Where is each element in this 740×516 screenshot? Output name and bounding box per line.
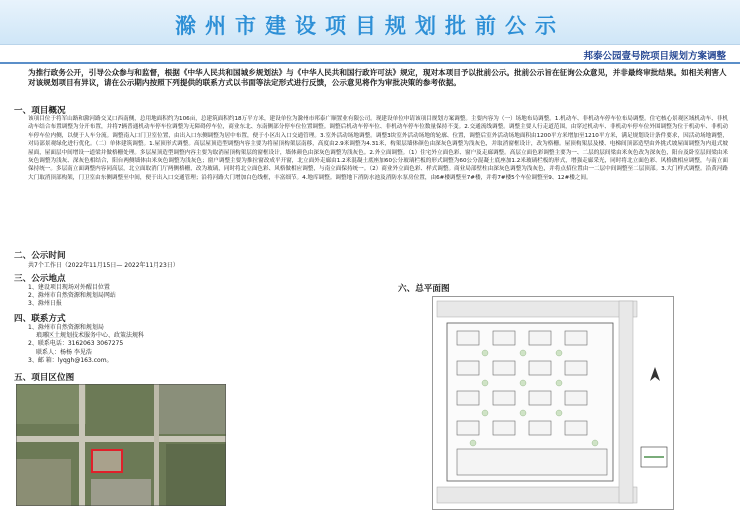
section-heading-location: 五、项目区位图: [14, 373, 75, 383]
title-banner: [0, 0, 740, 45]
project-subtitle: 邦泰公园壹号院项目规划方案调整: [583, 51, 726, 62]
venue-item: 3、滁州日报: [28, 300, 62, 308]
venue-item: 2、滁州市自然资源和规划局网站: [28, 292, 116, 300]
contact-list: [28, 324, 144, 365]
contact-line: 1、滁州市自然资源和规划局: [28, 324, 104, 331]
venues-list: [28, 284, 116, 309]
page-title: 滁州市建设项目规划批前公示: [175, 13, 565, 38]
site-plan-drawing: [432, 296, 674, 510]
section-heading-venues: 三、公示地点: [14, 274, 66, 284]
contact-line: 2、联系电话：3162063 3067275: [28, 340, 124, 348]
location-aerial-photo: [16, 384, 226, 506]
contact-line: 联系人：杨杨 李见浩: [36, 348, 92, 356]
intro-paragraph: 为推行政务公开，引导公众参与和监督，根据《中华人民共和国城乡规划法》与《中华人民共和国行政许可法》规定，现对本项目予以批前公示。批前公示旨在征询公众意见，并非最终审批结果。如相关利害人对该规划项目有异议，请在公示期内按照下列提供的联系方式以书面等法定形式进行反馈，公示意见将作为审批决策的参考依据。: [28, 68, 727, 87]
section-heading-period: 二、公示时间: [14, 251, 66, 261]
contact-line: 3、邮 箱：lyqgh@163.com。: [28, 356, 113, 364]
overview-text: 该项目位于将军山路和滁河路交叉口西南侧，总用地面积约为106亩，总建筑面积约18万平方米，建设单位为滁州市邦泰广顺置业有限公司。现建设单位申请该项目规划方案调整。主要内容为（一）场地布局调整。1.机动车、非机动车停车位布局调整。住宅核心景观区域机动车、非机动车结合布置调整为分开布置，并将7辆普通机动车停车位调整为无障碍停车位，商业东北、东南侧部分停车位位置调整。调整后机动车停车位、非机动车停车位数量保持不变。2.交通流线调整。调整主要人行走道范围，由穿过机动车、非机动车停车位外围调整为位于机动车、非机动车停车位内侧，以便于人车分流。调整南入口门卫室位置，由出入口东侧调整为居中布置，便于小区出入口交通管理。3.室外活动场地调整。调整3块室外活动场地的轮廓、位置，调整后室外活动场地面积由1200平方米增加至1210平方米，满足规划设计条件要求，因活动场地调整，对局部景观绿化进行优化。（二）单体建筑调整。1.屋顶形式调整。高层屋顶造型调整内容主要为将屋顶构架层南移，高度由2.9米调整为4.31米，构架层墙体颜色由深灰色调整为浅灰色，并取消窗框设计，改为格栅。屋顶构架层及楼、电梯间顶部造型由外挑式坡屋面调整为内退式坡屋面，屋面层中间增设一道梁并做格栅处理。多层屋顶造型调整内容主要为取消屋顶构架层的窗框设计，墙体颜色由深灰色调整为浅灰色。2.外立面调整。（1）住宅外立面色彩、窗户及走廊调整。高层立面色彩调整主要为一、二层的层间梁由米灰色改为深灰色，阳台及卧室层间梁由米灰色调整为浅灰、深灰色相结合，阳台两侧墙体由米灰色调整为浅灰色；窗户调整主要为推拉窗改成平开窗，北立面外走廊由1.2米混凝土底座加60公分玻璃栏板的形式调整为60公分混凝土底座加1.2米玻璃栏板的形式，增强走廊采光，同时将北立面色彩、风格做相应调整，与南立面保持统一。多层南立面调整内容同高层，北立面取消门厅两侧格栅，改为玻璃，同时将北立面色彩、风格做相应调整，与南立面保持统一。（2）商业外立面色彩、样式调整。商业局部壁柱由深灰色调整为浅灰色，并将点招位置由一二层中间调整至二层顶部。3.大门样式调整。沿黄河路大门取消顶部构架，门卫室由东侧调整至中间，便于出入口交通管理；沿将河路大门增加白色线框，丰富细节。4.地库调整。调整地下消防水池及消防水泵房位置，由6#楼调整至7#楼，并将7#楼5个车位调整至9、12#楼之间。: [28, 116, 728, 181]
section-heading-contact: 四、联系方式: [14, 314, 66, 324]
period-text: 共7个工作日（2022年11月15日— 2022年11月23日）: [28, 262, 179, 269]
contact-line: 琅琊区土规划技术服务中心、政策法规科: [36, 332, 145, 340]
venue-item: 1、建设项目现场对外醒目位置: [28, 284, 110, 291]
aerial-photo-image: [16, 384, 226, 506]
title-divider: [0, 62, 740, 64]
section-heading-overview: 一、项目概况: [14, 106, 66, 116]
site-plan-image: [433, 297, 673, 509]
section-heading-siteplan: 六、总平面图: [398, 284, 450, 294]
